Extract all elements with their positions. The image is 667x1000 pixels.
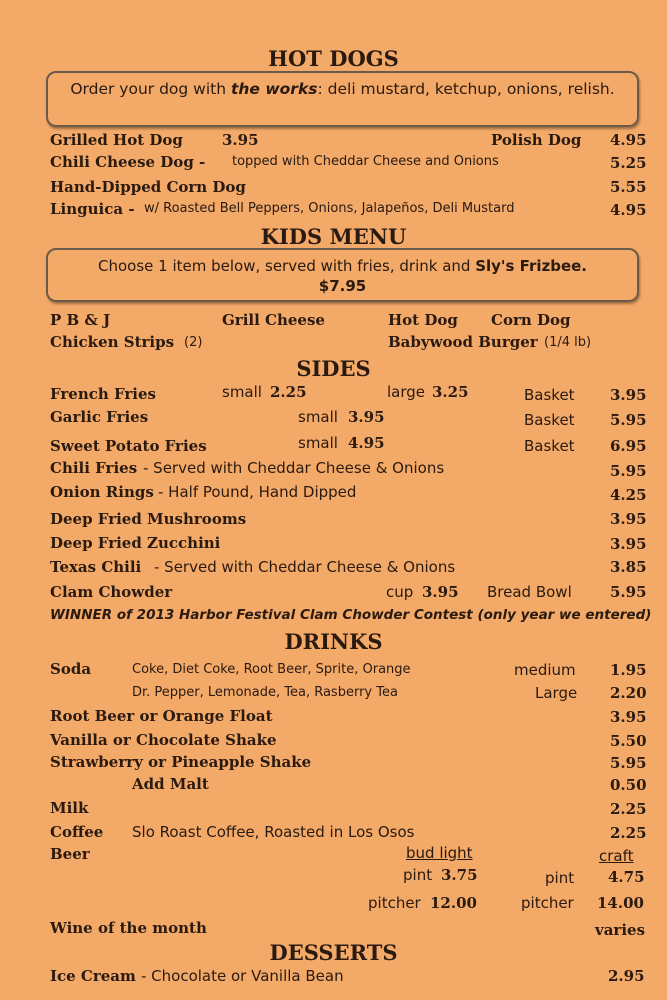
shake2-price: 5.95 <box>610 754 647 772</box>
works-note-emphasis: the works <box>230 80 318 98</box>
works-note-box <box>46 71 639 127</box>
kids-note-frizbee: Sly's Frizbee. <box>475 257 588 275</box>
sweet-potato-fries-small-label: small <box>298 434 338 452</box>
polish-dog-price: 4.95 <box>610 131 647 149</box>
coffee-desc: Slo Roast Coffee, Roasted in Los Osos <box>132 823 415 841</box>
soda-medium-label: medium <box>514 661 576 679</box>
chili-cheese-dog-price: 5.25 <box>610 154 647 172</box>
kids-note-box <box>46 248 639 302</box>
clam-chowder-bowl-label: Bread Bowl <box>487 583 572 601</box>
chili-fries-name: Chili Fries <box>50 459 138 477</box>
garlic-fries-basket-label: Basket <box>524 411 575 429</box>
milk-name: Milk <box>50 799 89 817</box>
soda-large-label: Large <box>535 684 578 702</box>
soda-name: Soda <box>50 660 92 678</box>
shake1-name: Vanilla or Chocolate Shake <box>50 731 277 749</box>
french-fries-large-price: 3.25 <box>432 383 469 401</box>
drinks-heading: DRINKS <box>284 629 383 654</box>
chili-cheese-dog-name: Chili Cheese Dog - <box>50 153 206 171</box>
chili-cheese-dog-desc: topped with Cheddar Cheese and Onions <box>232 154 499 169</box>
kids-burger-size: (1/4 lb) <box>544 335 592 350</box>
float-name: Root Beer or Orange Float <box>50 707 273 725</box>
soda-flavors-line1: Coke, Diet Coke, Root Beer, Sprite, Orange <box>132 662 411 677</box>
texas-chili-name: Texas Chili <box>50 558 142 576</box>
ice-cream-desc: - Chocolate or Vanilla Bean <box>141 967 344 985</box>
kids-menu-heading: KIDS MENU <box>260 224 407 249</box>
shake1-price: 5.50 <box>610 732 647 750</box>
kids-corn-dog: Corn Dog <box>491 311 571 329</box>
french-fries-name: French Fries <box>50 385 156 403</box>
kids-chicken-strips-qty: (2) <box>184 335 203 350</box>
chili-fries-price: 5.95 <box>610 462 647 480</box>
kids-note-price: $7.95 <box>318 277 367 295</box>
zucchini-price: 3.95 <box>610 535 647 553</box>
beer-name: Beer <box>50 845 90 863</box>
beer-craft-pitcher-label: pitcher <box>521 894 574 912</box>
beer-bud-pint-label: pint <box>403 866 433 884</box>
clam-chowder-bowl-price: 5.95 <box>610 583 647 601</box>
beer-craft-pint-price: 4.75 <box>608 868 645 886</box>
polish-dog-name: Polish Dog <box>491 131 582 149</box>
zucchini-name: Deep Fried Zucchini <box>50 534 221 552</box>
hot-dogs-heading: HOT DOGS <box>268 46 399 71</box>
sweet-potato-fries-basket-price: 6.95 <box>610 437 647 455</box>
desserts-heading: DESSERTS <box>269 940 398 965</box>
kids-chicken-strips: Chicken Strips <box>50 333 175 351</box>
french-fries-small-label: small <box>222 383 262 401</box>
clam-chowder-cup-price: 3.95 <box>422 583 459 601</box>
soda-large-price: 2.20 <box>610 684 647 702</box>
add-malt-price: 0.50 <box>610 776 647 794</box>
beer-bud-light-header: bud light <box>406 844 473 862</box>
clam-chowder-name: Clam Chowder <box>50 583 173 601</box>
coffee-price: 2.25 <box>610 824 647 842</box>
french-fries-basket-label: Basket <box>524 386 575 404</box>
french-fries-small-price: 2.25 <box>270 383 307 401</box>
kids-babywood-burger: Babywood Burger <box>388 333 538 351</box>
grilled-hot-dog-name: Grilled Hot Dog <box>50 131 183 149</box>
linguica-name: Linguica - <box>50 200 135 218</box>
works-note-post: : deli mustard, ketchup, onions, relish. <box>317 80 615 98</box>
beer-craft-pint-label: pint <box>545 869 575 887</box>
sides-heading: SIDES <box>296 356 371 381</box>
chowder-winner-note: WINNER of 2013 Harbor Festival Clam Chowder Contest (only year we entered) <box>50 607 652 623</box>
ice-cream-name: Ice Cream <box>50 967 136 985</box>
texas-chili-price: 3.85 <box>610 558 647 576</box>
corn-dog-name: Hand-Dipped Corn Dog <box>50 178 246 196</box>
chili-fries-desc: - Served with Cheddar Cheese & Onions <box>143 459 445 477</box>
soda-flavors-line2: Dr. Pepper, Lemonade, Tea, Rasberry Tea <box>132 685 398 700</box>
kids-grill-cheese: Grill Cheese <box>222 311 325 329</box>
grilled-hot-dog-price: 3.95 <box>222 131 259 149</box>
garlic-fries-basket-price: 5.95 <box>610 411 647 429</box>
ice-cream-price: 2.95 <box>608 967 645 985</box>
wine-price: varies <box>595 921 646 939</box>
kids-pbj: P B & J <box>50 311 111 329</box>
onion-rings-name: Onion Rings <box>50 483 154 501</box>
french-fries-basket-price: 3.95 <box>610 386 647 404</box>
beer-bud-pint-price: 3.75 <box>441 866 478 884</box>
beer-craft-header: craft <box>599 847 634 865</box>
soda-medium-price: 1.95 <box>610 661 647 679</box>
kids-note-pre: Choose 1 item below, served with fries, drink and <box>97 257 476 275</box>
corn-dog-price: 5.55 <box>610 178 647 196</box>
wine-name: Wine of the month <box>50 919 207 937</box>
coffee-name: Coffee <box>50 823 104 841</box>
sweet-potato-fries-basket-label: Basket <box>524 437 575 455</box>
mushrooms-price: 3.95 <box>610 510 647 528</box>
add-malt-name: Add Malt <box>132 775 209 793</box>
kids-hot-dog: Hot Dog <box>388 311 458 329</box>
works-note-pre: Order your dog with <box>70 80 231 98</box>
beer-bud-pitcher-price: 12.00 <box>430 894 477 912</box>
milk-price: 2.25 <box>610 800 647 818</box>
linguica-price: 4.95 <box>610 201 647 219</box>
beer-craft-pitcher-price: 14.00 <box>597 894 644 912</box>
onion-rings-desc: - Half Pound, Hand Dipped <box>158 483 357 501</box>
mushrooms-name: Deep Fried Mushrooms <box>50 510 247 528</box>
clam-chowder-cup-label: cup <box>386 583 414 601</box>
float-price: 3.95 <box>610 708 647 726</box>
sweet-potato-fries-name: Sweet Potato Fries <box>50 437 207 455</box>
onion-rings-price: 4.25 <box>610 486 647 504</box>
linguica-desc: w/ Roasted Bell Peppers, Onions, Jalapeños, Deli Mustard <box>144 201 515 216</box>
texas-chili-desc: - Served with Cheddar Cheese & Onions <box>154 558 456 576</box>
french-fries-large-label: large <box>387 383 426 401</box>
beer-bud-pitcher-label: pitcher <box>368 894 421 912</box>
garlic-fries-name: Garlic Fries <box>50 408 149 426</box>
sweet-potato-fries-small-price: 4.95 <box>348 434 385 452</box>
shake2-name: Strawberry or Pineapple Shake <box>50 753 312 771</box>
garlic-fries-small-label: small <box>298 408 338 426</box>
garlic-fries-small-price: 3.95 <box>348 408 385 426</box>
